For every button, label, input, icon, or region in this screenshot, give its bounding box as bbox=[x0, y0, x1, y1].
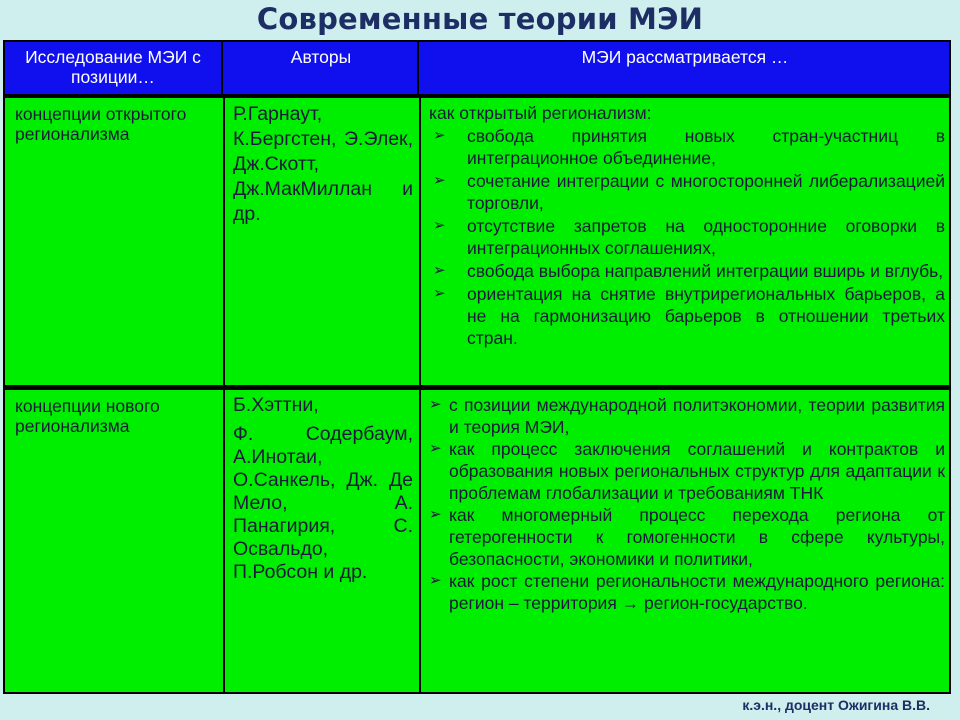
list-item: ➢ сочетание интеграции с многосторонней либерализацией торговли, bbox=[433, 171, 945, 213]
arrow-bullet-icon: ➢ bbox=[429, 506, 442, 523]
arrow-bullet-icon: ➢ bbox=[433, 285, 446, 302]
header-authors: Авторы bbox=[225, 42, 419, 94]
list-item: ➢ свобода принятия новых стран-участниц в интеграционное объединение, bbox=[433, 126, 945, 168]
table-row bbox=[3, 96, 951, 387]
list-item: ➢ отсутствие запретов на односторонние оговорки в интеграционных соглашениях, bbox=[433, 216, 945, 258]
column-divider bbox=[223, 390, 225, 692]
authors-first: Б.Хэттни, bbox=[233, 394, 319, 416]
authors-cell: Р.Гарнаут, К.Бергстен, Э.Элек, Дж.Скотт, Дж.МакМиллан и др. bbox=[233, 103, 413, 225]
arrow-bullet-icon: ➢ bbox=[433, 172, 446, 189]
arrow-bullet-icon: ➢ bbox=[429, 396, 442, 413]
column-divider bbox=[223, 98, 225, 385]
list-item: ➢ как многомерный процесс перехода региона от гетерогенности к гомогенности в сфере культуры, безопасности, экономики и политики, bbox=[429, 505, 945, 569]
list-item: ➢ как рост степени региональности международного региона: регион – территория → регион-государство. bbox=[429, 571, 945, 613]
table-row bbox=[3, 387, 951, 694]
concept-cell: концепции открытого регионализма bbox=[15, 104, 187, 144]
list-item: ➢ как процесс заключения соглашений и контрактов и образования новых региональных структур для адаптации к проблемам глобализации и требованиям ТНК bbox=[429, 439, 945, 503]
description-cell bbox=[429, 394, 945, 614]
description-list bbox=[429, 394, 945, 614]
description-list bbox=[429, 125, 945, 349]
description-intro: как открытый регионализм: bbox=[429, 103, 652, 123]
page-title: Современные теории МЭИ bbox=[256, 2, 704, 36]
list-item: ➢ с позиции международной политэкономии, теории развития и теория МЭИ, bbox=[429, 395, 945, 437]
column-divider bbox=[419, 98, 421, 385]
authors-cell bbox=[233, 394, 413, 584]
authors-rest: Ф. Содербаум, А.Инотаи, О.Санкель, Дж. Де Мело, А. Панагирия, С. Освальдо, П.Робсон и др. bbox=[233, 423, 413, 583]
header-considered-as: МЭИ рассматривается … bbox=[581, 47, 789, 67]
arrow-bullet-icon: ➢ bbox=[433, 127, 446, 144]
concept-cell: концепции нового регионализма bbox=[15, 396, 160, 436]
list-item: ➢ ориентация на снятие внутрирегиональных барьеров, а не на гармонизацию барьеров в отношении третьих стран. bbox=[433, 284, 945, 348]
arrow-bullet-icon: ➢ bbox=[429, 440, 442, 457]
arrow-bullet-icon: ➢ bbox=[433, 217, 446, 234]
column-divider bbox=[419, 390, 421, 692]
description-cell bbox=[429, 102, 945, 349]
author-credit: к.э.н., доцент Ожигина В.В. bbox=[742, 697, 930, 713]
arrow-bullet-icon: ➢ bbox=[429, 572, 442, 589]
arrow-bullet-icon: ➢ bbox=[433, 262, 446, 279]
table-header bbox=[3, 40, 951, 96]
list-item: ➢ свобода выбора направлений интеграции вширь и вглубь, bbox=[433, 261, 944, 281]
header-research-position: Исследование МЭИ с позиции… bbox=[5, 42, 223, 94]
